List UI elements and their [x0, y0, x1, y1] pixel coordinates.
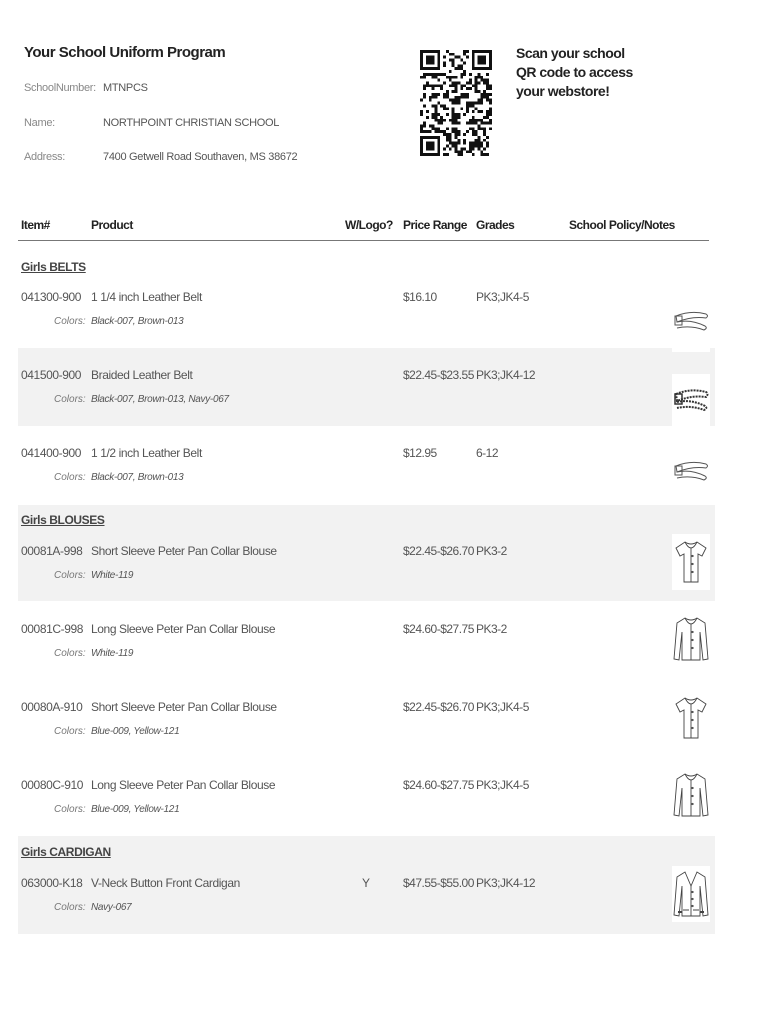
colors-list: Blue-009, Yellow-121 [91, 804, 180, 815]
table-row[interactable] [0, 876, 770, 954]
product-name[interactable]: Braided Leather Belt [91, 368, 193, 382]
item-number: 00080A-910 [21, 700, 83, 714]
price-range: $24.60-$27.75 [403, 778, 474, 792]
school-number-label: SchoolNumber: [24, 82, 96, 94]
grades: PK3-2 [476, 622, 507, 636]
colors-label: Colors: [54, 570, 86, 581]
program-title: Your School Uniform Program [24, 44, 226, 61]
colors-label: Colors: [54, 316, 86, 327]
item-number: 041500-900 [21, 368, 82, 382]
category-heading[interactable]: Girls BELTS [21, 260, 86, 274]
address-label: Address: [24, 151, 66, 163]
colors-list: Black-007, Brown-013, Navy-067 [91, 394, 229, 405]
column-logo: W/Logo? [345, 218, 393, 232]
table-row[interactable] [0, 544, 770, 622]
table-row[interactable] [0, 446, 770, 524]
item-number: 00080C-910 [21, 778, 84, 792]
price-range: $47.55-$55.00 [403, 876, 474, 890]
braided-belt-icon[interactable] [672, 374, 710, 430]
product-name[interactable]: 1 1/4 inch Leather Belt [91, 290, 202, 304]
table-row[interactable] [0, 622, 770, 700]
grades: PK3;JK4-5 [476, 700, 529, 714]
price-range: $22.45-$26.70 [403, 544, 474, 558]
short-sleeve-blouse-icon[interactable] [672, 690, 710, 746]
product-name[interactable]: V-Neck Button Front Cardigan [91, 876, 240, 890]
long-sleeve-blouse-icon[interactable] [672, 612, 710, 668]
colors-list: Black-007, Brown-013 [91, 472, 184, 483]
colors-label: Colors: [54, 394, 86, 405]
cardigan-icon[interactable] [672, 866, 710, 922]
column-grades: Grades [476, 218, 515, 232]
colors-label: Colors: [54, 902, 86, 913]
item-number: 00081C-998 [21, 622, 84, 636]
colors-label: Colors: [54, 726, 86, 737]
grades: 6-12 [476, 446, 499, 460]
grades: PK3;JK4-12 [476, 368, 536, 382]
table-row[interactable] [0, 700, 770, 778]
grades: PK3;JK4-12 [476, 876, 536, 890]
school-number-value: MTNPCS [103, 82, 148, 94]
address-value: 7400 Getwell Road Southaven, MS 38672 [103, 151, 298, 163]
school-name-value: NORTHPOINT CHRISTIAN SCHOOL [103, 117, 280, 129]
grades: PK3-2 [476, 544, 507, 558]
colors-list: White-119 [91, 648, 134, 659]
short-sleeve-blouse-icon[interactable] [672, 534, 710, 590]
price-range: $22.45-$23.55 [403, 368, 474, 382]
item-number: 063000-K18 [21, 876, 83, 890]
price-range: $22.45-$26.70 [403, 700, 474, 714]
table-row[interactable] [0, 290, 770, 368]
table-row[interactable] [0, 368, 770, 446]
category-heading[interactable]: Girls CARDIGAN [21, 845, 111, 859]
item-number: 041300-900 [21, 290, 82, 304]
belt-icon[interactable] [672, 296, 710, 352]
belt-icon[interactable] [672, 446, 710, 502]
product-name[interactable]: 1 1/2 inch Leather Belt [91, 446, 202, 460]
column-product: Product [91, 218, 133, 232]
colors-label: Colors: [54, 472, 86, 483]
name-label: Name: [24, 117, 55, 129]
colors-list: White-119 [91, 570, 134, 581]
column-item: Item# [21, 218, 50, 232]
item-number: 00081A-998 [21, 544, 83, 558]
column-price: Price Range [403, 218, 467, 232]
item-number: 041400-900 [21, 446, 82, 460]
product-name[interactable]: Long Sleeve Peter Pan Collar Blouse [91, 778, 276, 792]
table-row[interactable] [0, 778, 770, 856]
colors-label: Colors: [54, 648, 86, 659]
price-range: $24.60-$27.75 [403, 622, 474, 636]
product-name[interactable]: Short Sleeve Peter Pan Collar Blouse [91, 544, 277, 558]
grades: PK3;JK4-5 [476, 778, 529, 792]
colors-list: Navy-067 [91, 902, 132, 913]
long-sleeve-blouse-icon[interactable] [672, 768, 710, 824]
qr-instructions: Scan your school QR code to access your webstore! [516, 45, 633, 99]
colors-list: Black-007, Brown-013 [91, 316, 184, 327]
logo-flag: Y [362, 876, 371, 890]
product-name[interactable]: Short Sleeve Peter Pan Collar Blouse [91, 700, 277, 714]
column-header-row [18, 218, 709, 241]
product-name[interactable]: Long Sleeve Peter Pan Collar Blouse [91, 622, 276, 636]
colors-label: Colors: [54, 804, 86, 815]
column-notes: School Policy/Notes [569, 218, 675, 232]
category-heading[interactable]: Girls BLOUSES [21, 513, 105, 527]
price-range: $16.10 [403, 290, 437, 304]
colors-list: Blue-009, Yellow-121 [91, 726, 180, 737]
price-range: $12.95 [403, 446, 437, 460]
qr-code-icon[interactable] [420, 50, 492, 156]
grades: PK3;JK4-5 [476, 290, 529, 304]
